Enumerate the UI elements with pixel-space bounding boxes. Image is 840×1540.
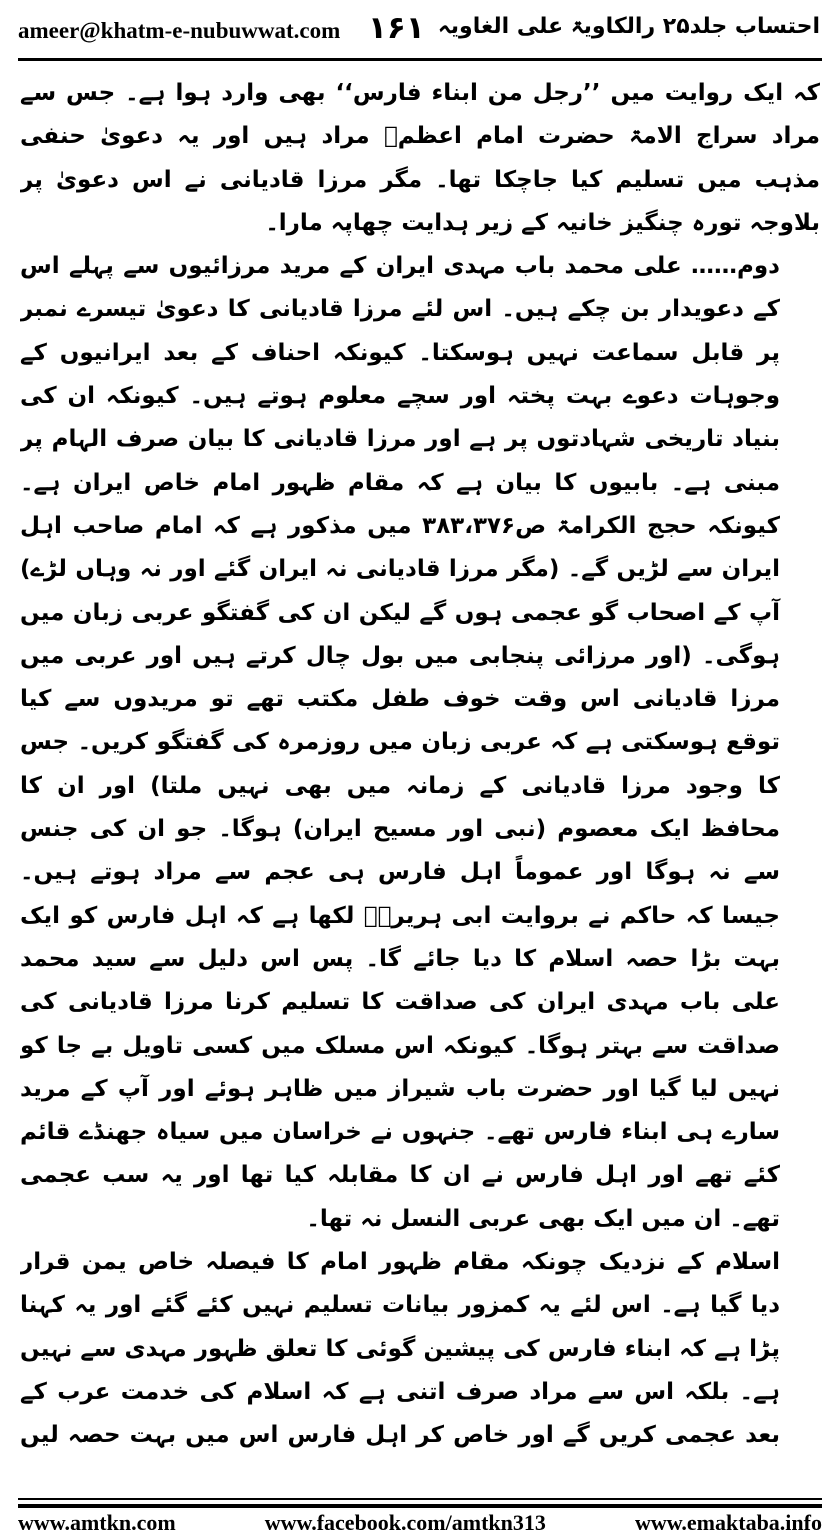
- footer-divider-thin: [18, 1498, 822, 1500]
- footer-divider-thick: [18, 1504, 822, 1508]
- book-title: احتساب جلد۲۵ رالکاویۃ علی الغاویہ: [437, 14, 820, 39]
- footer-link-emaktaba[interactable]: www.emaktaba.info: [634, 1510, 822, 1535]
- paragraph-3: اسلام کے نزدیک چونکہ مقام ظہور امام کا فیصلہ خاص یمن قرار دیا گیا ہے۔ اس لئے یہ کمزور بیانات تسلیم نہیں کئے گئے اور یہ کہنا پڑا ہے کہ ابناء فارس کی پیشین گوئی کا تعلق ظہور مہدی سے نہیں ہے۔ بلکہ اس سے مراد صرف اتنی ہے کہ اسلام کی خدمت عرب کے بعد عجمی کریں گے اور خاص کر اہل فارس اس میں بہت حصہ لیں: [20, 1249, 780, 1449]
- paragraph-2: دوم…… علی محمد باب مہدی ایران کے مرید مرزائیوں سے پہلے اس کے دعویدار بن چکے ہیں۔ اس لئے مرزا قادیانی کا دعویٰ تیسرے نمبر پر قابل سماعت نہیں ہوسکتا۔ کیونکہ احناف کے بعد ایرانیوں کے وجوہات دعوے بہت پختہ اور سچے معلوم ہوتے ہیں۔ کیونکہ ان کی بنیاد تاریخی شہادتوں پر ہے اور مرزا قادیانی کا بیان صرف الہام پر مبنی ہے۔ بابیوں کا بیان ہے کہ مقام ظہور امام خاص ایران ہے۔ کیونکہ حجج الکرامۃ ص۳۸۳،۳۷۶ میں مذکور ہے کہ امام صاحب اہل ایران سے لڑیں گے۔ (مگر مرزا قادیانی نہ ایران گئے اور نہ وہاں لڑے) آپ کے اصحاب گو عجمی ہوں گے لیکن ان کی گفتگو عربی زبان میں ہوگی۔ (اور مرزائی پنجابی میں بول چال کرتے ہیں اور عربی میں مرزا قادیانی اس وقت خوف طفل مکتب تھے تو مریدوں سے کیا توقع ہوسکتی ہے کہ عربی زبان میں روزمرہ کی گفتگو کریں۔ جس کا وجود مرزا قادیانی کے زمانہ میں بھی نہیں ملتا) اور ان کا محافظ ایک معصوم (نبی اور مسیح ایران) ہوگا۔ جو ان کی جنس سے نہ ہوگا اور عموماً اہل فارس ہی عجم سے مراد ہوتے ہیں۔ جیسا کہ حاکم نے بروایت ابی ہریرہؓ لکھا ہے کہ اہل فارس کو ایک بہت بڑا حصہ اسلام کا دیا جائے گا۔ پس اس دلیل سے سید محمد علی باب مہدی ایران کی صداقت کا تسلیم کرنا مرزا قادیانی کی صداقت سے بہتر ہوگا۔ کیونکہ اس مسلک میں کسی تاویل بے جا کو نہیں لیا گیا اور حضرت باب شیراز میں ظاہر ہوئے اور آپ کے مرید سارے ہی ابناء فارس تھے۔ جنہوں نے خراسان میں سیاہ جھنڈے قائم کئے تھے اور اہل فارس نے ان کا مقابلہ کیا تھا اور یہ سب عجمی تھے۔ ان میں ایک بھی عربی النسل نہ تھا۔: [20, 253, 780, 1232]
- footer-links: [18, 1510, 822, 1536]
- header-email: ameer@khatm-e-nubuwwat.com: [18, 18, 341, 43]
- page-header: [0, 0, 840, 62]
- footer-link-amtkn[interactable]: www.amtkn.com: [18, 1510, 176, 1535]
- paragraph-1: کہ ایک روایت میں ’’رجل من ابناء فارس‘‘ بھی وارد ہوا ہے۔ جس سے مراد سراج الامۃ حضرت امام اعظمؒ مراد ہیں اور یہ دعویٰ حنفی مذہب میں تسلیم کیا جاچکا تھا۔ مگر مرزا قادیانی نے اس دعویٰ پر بلاوجہ تورہ چنگیز خانیہ کے زیر ہدایت چھاپہ مارا۔: [20, 80, 820, 236]
- footer-link-facebook[interactable]: www.facebook.com/amtkn313: [264, 1510, 546, 1535]
- page-body: [20, 72, 820, 1462]
- page-footer: [0, 1484, 840, 1540]
- header-divider: [18, 58, 822, 61]
- page-number: ۱۶۱: [368, 10, 425, 46]
